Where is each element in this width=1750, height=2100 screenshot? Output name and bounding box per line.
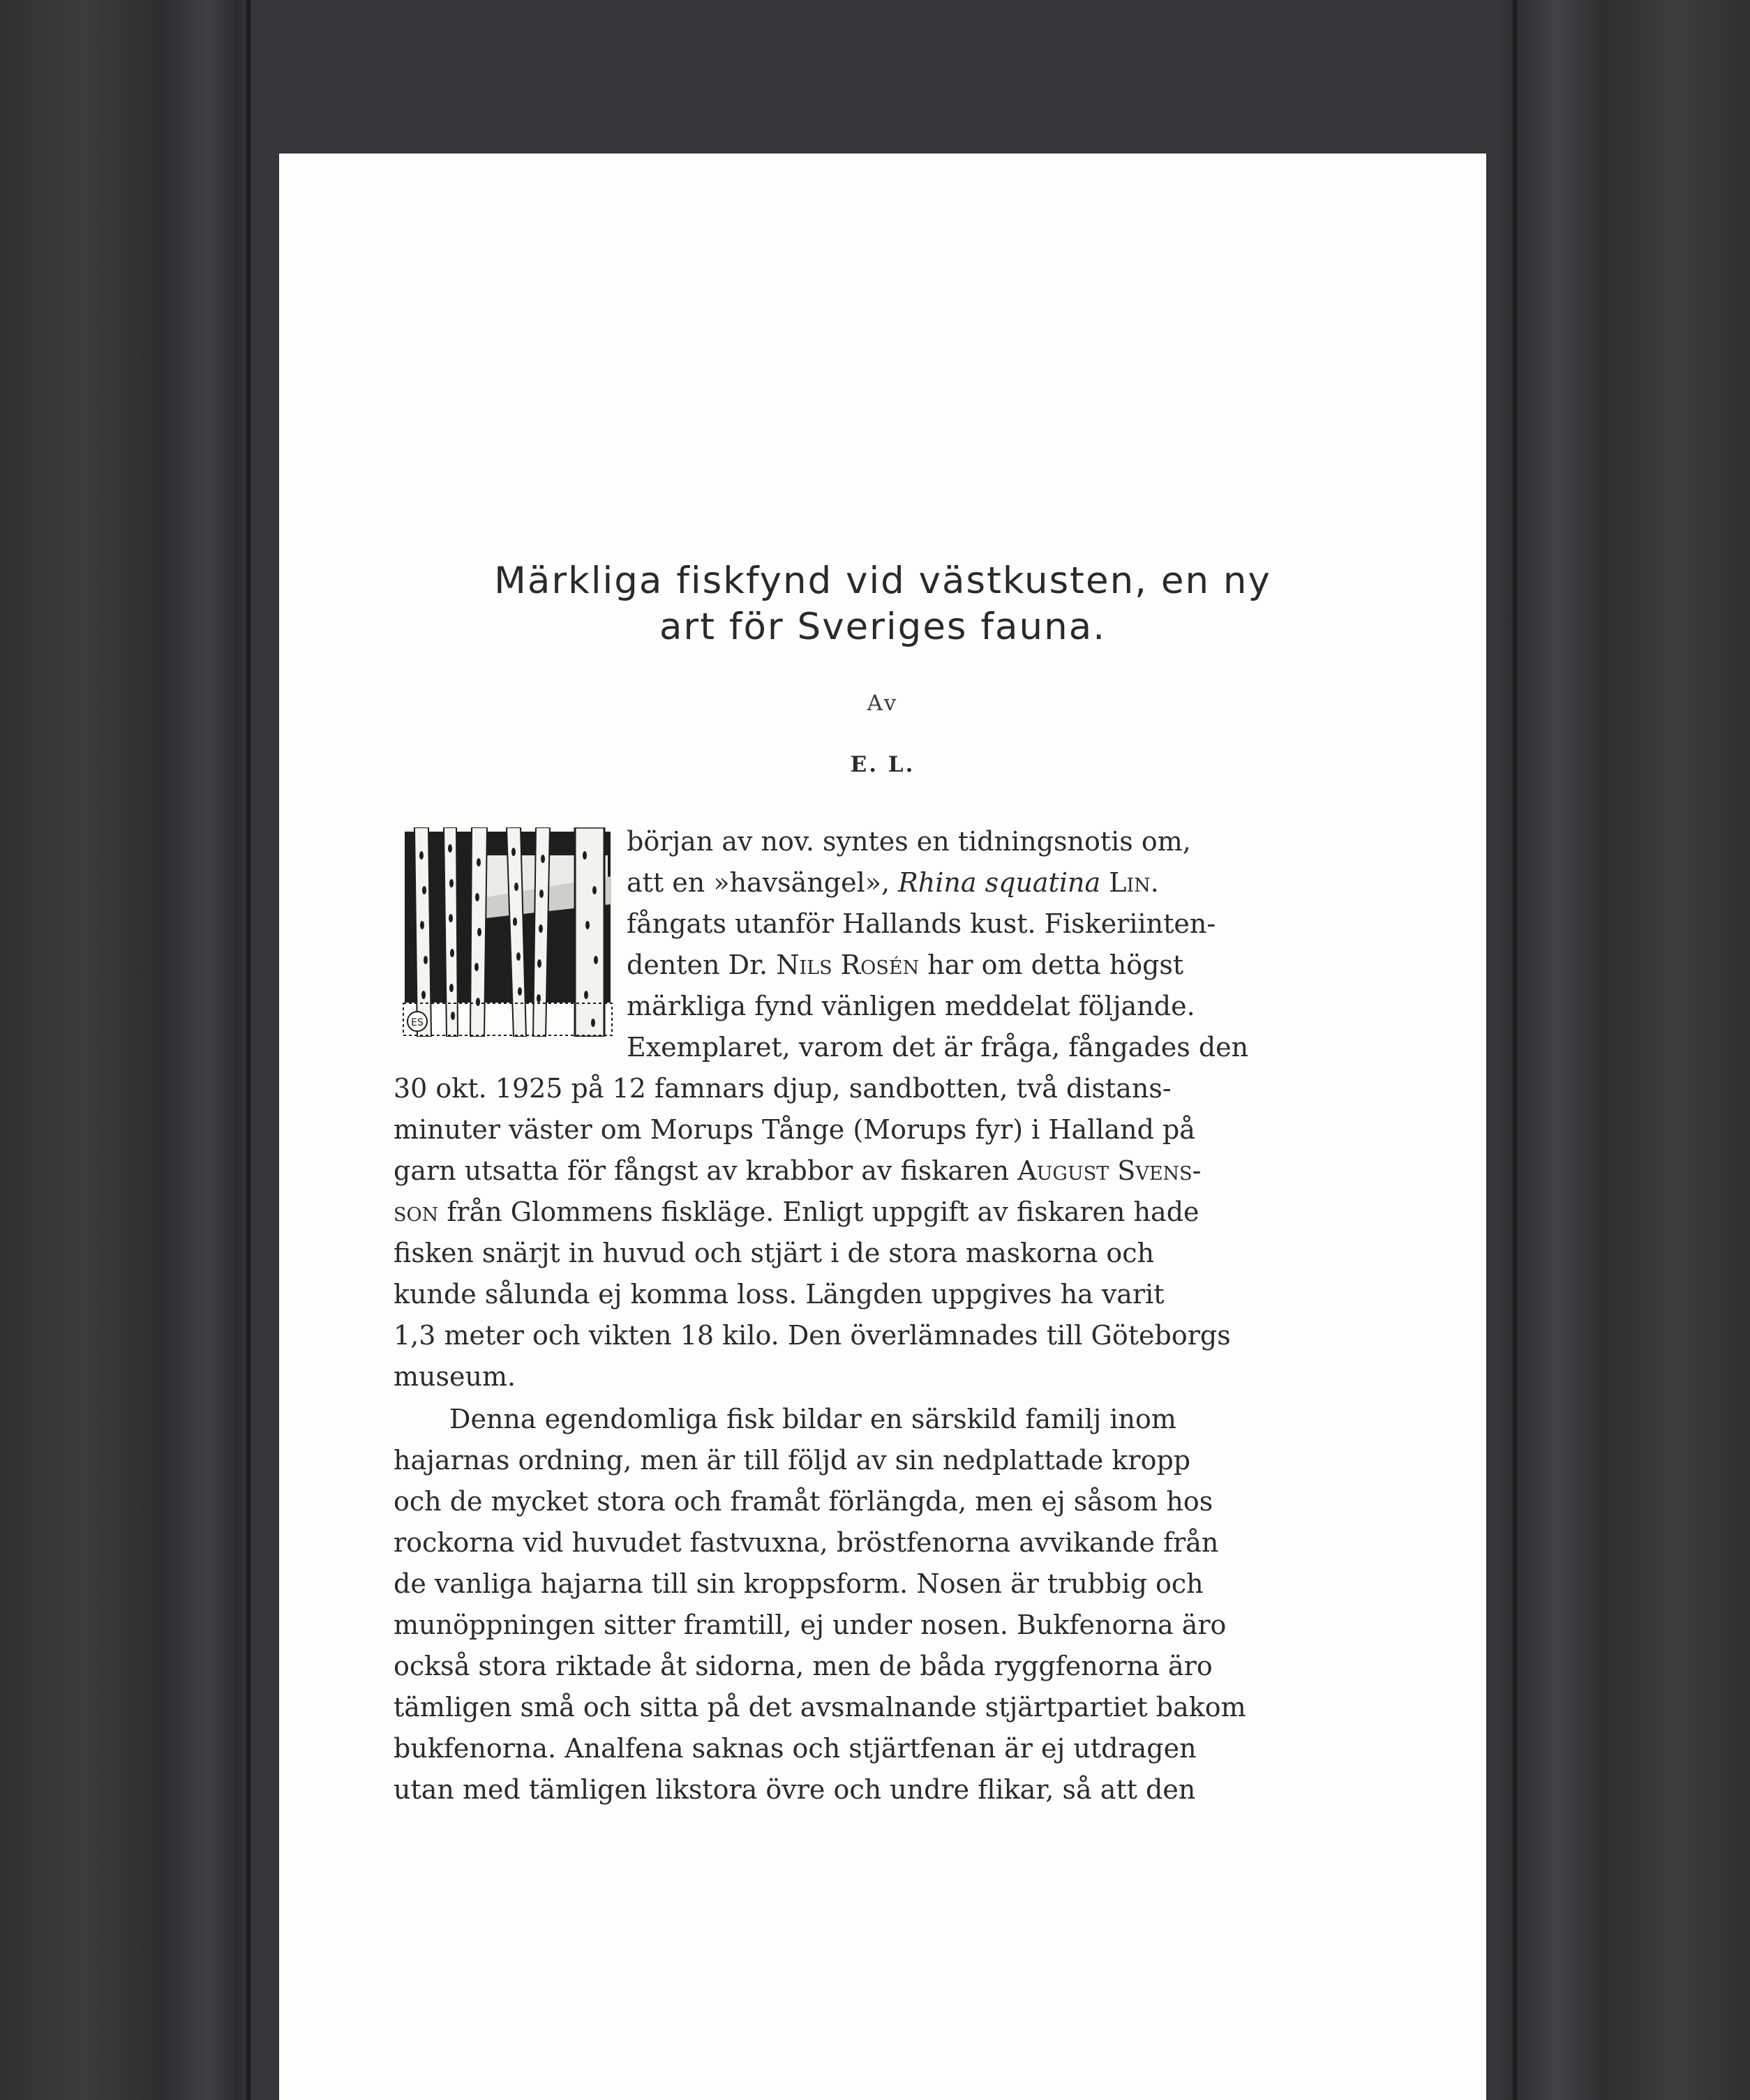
body-line-8: minuter väster om Morups Tånge (Morups fyr) i Halland på (394, 1114, 1195, 1145)
body-line-5: märkliga fynd vänligen meddelat följande. (627, 991, 1195, 1021)
body-line-24: utan med tämligen likstora övre och undre flikar, så att den (394, 1774, 1196, 1805)
body-line-7: 30 okt. 1925 på 12 famnars djup, sandbotten, två distans- (394, 1073, 1172, 1104)
body-line-13: 1,3 meter och vikten 18 kilo. Den överlämnades till Göteborgs (394, 1320, 1231, 1351)
decorative-initial-I-forest-icon (402, 827, 613, 1037)
body-line-14: museum. (394, 1361, 516, 1392)
body-line-9: garn utsatta för fångst av krabbor av fiskaren August Svens- (394, 1155, 1202, 1186)
byline-av: Av (867, 691, 899, 716)
title-line-1: Märkliga fiskfynd vid västkusten, en ny (494, 560, 1271, 602)
body-line-10: son från Glommens fiskläge. Enligt uppgift av fiskaren hade (394, 1197, 1199, 1227)
body-line-1: början av nov. syntes en tidningsnotis om, (627, 826, 1191, 857)
body-line-11: fisken snärjt in huvud och stjärt i de stora maskorna och (394, 1238, 1155, 1268)
body-line-15: Denna egendomliga fisk bildar en särskild familj inom (449, 1404, 1176, 1434)
article-title (279, 558, 1486, 650)
svg-text:ES: ES (411, 1017, 424, 1028)
body-line-6: Exemplaret, varom det är fråga, fångades den (627, 1032, 1249, 1063)
scanner-edge-right (1513, 0, 1517, 2100)
body-line-23: bukfenorna. Analfena saknas och stjärtfenan är ej utdragen (394, 1733, 1197, 1764)
body-line-20: munöppningen sitter framtill, ej under nosen. Bukfenorna äro (394, 1610, 1227, 1640)
scanner-edge-left (246, 0, 250, 2100)
body-line-17: och de mycket stora och framåt förlängda, men ej såsom hos (394, 1486, 1213, 1517)
body-line-2: att en »havsängel», Rhina squatina Lin. (627, 867, 1159, 898)
body-line-12: kunde sålunda ej komma loss. Längden uppgives ha varit (394, 1279, 1165, 1310)
body-line-18: rockorna vid huvudet fastvuxna, bröstfenorna avvikande från (394, 1527, 1219, 1558)
body-line-16: hajarnas ordning, men är till följd av sin nedplattade kropp (394, 1445, 1191, 1476)
body-line-3: fångats utanför Hallands kust. Fiskeriinten- (627, 908, 1216, 939)
body-line-21: också stora riktade åt sidorna, men de båda ryggfenorna äro (394, 1651, 1213, 1681)
title-line-2: art för Sveriges fauna. (659, 606, 1107, 648)
byline-author: E. L. (850, 752, 915, 777)
body-line-4: denten Dr. Nils Rosén har om detta högst (627, 950, 1184, 980)
body-line-22: tämligen små och sitta på det avsmalnande stjärtpartiet bakom (394, 1692, 1246, 1723)
document-page (279, 153, 1486, 2100)
body-line-19: de vanliga hajarna till sin kroppsform. Nosen är trubbig och (394, 1568, 1204, 1599)
